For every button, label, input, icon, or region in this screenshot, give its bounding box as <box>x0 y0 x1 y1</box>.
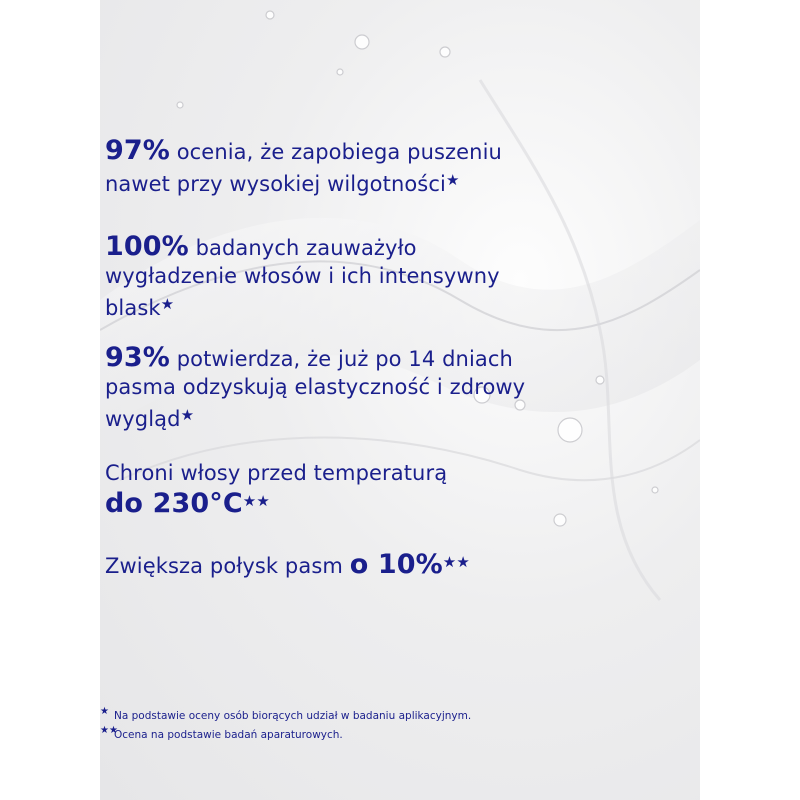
claim-text: wygładzenie włosów i ich intensywny <box>105 264 500 288</box>
footnote-text: Na podstawie oceny osób biorących udział w badaniu aplikacyjnym. <box>114 710 472 722</box>
claim-elasticity <box>105 344 525 433</box>
claim-text: Zwiększa połysk pasm <box>105 554 350 578</box>
footnotes <box>100 707 580 745</box>
claim-smoothing <box>105 233 500 322</box>
double-star-icon: ★★ <box>442 553 470 571</box>
claim-highlight: 93% <box>105 342 170 373</box>
claim-frizz <box>105 137 502 198</box>
claim-highlight: 100% <box>105 231 189 262</box>
star-icon: ★ <box>445 171 460 189</box>
footnote-single-star <box>100 707 580 726</box>
claim-text: ocenia, że zapobiega puszeniu <box>169 140 502 164</box>
claim-heat-protection <box>105 459 447 519</box>
star-icon: ★ <box>160 295 175 313</box>
star-icon: ★ <box>100 706 109 717</box>
star-icon: ★ <box>180 406 195 424</box>
claim-shine <box>105 548 470 580</box>
claim-text: nawet przy wysokiej wilgotności <box>105 172 446 196</box>
claim-highlight: o 10% <box>349 549 443 580</box>
claim-text: badanych zauważyło <box>188 236 417 260</box>
claim-highlight: do 230°C <box>105 488 243 519</box>
double-star-icon: ★★ <box>242 492 270 510</box>
claim-text: blask <box>105 296 161 320</box>
claim-text: potwierdza, że już po 14 dniach <box>169 347 513 371</box>
double-star-icon: ★★ <box>100 725 118 736</box>
claim-text: Chroni włosy przed temperaturą <box>105 461 448 485</box>
footnote-double-star <box>100 726 580 745</box>
footnote-text: Ocena na podstawie badań aparaturowych. <box>114 729 343 741</box>
claim-text: wygląd <box>105 407 181 431</box>
claim-highlight: 97% <box>105 135 170 166</box>
claim-text: pasma odzyskują elastyczność i zdrowy <box>105 375 526 399</box>
